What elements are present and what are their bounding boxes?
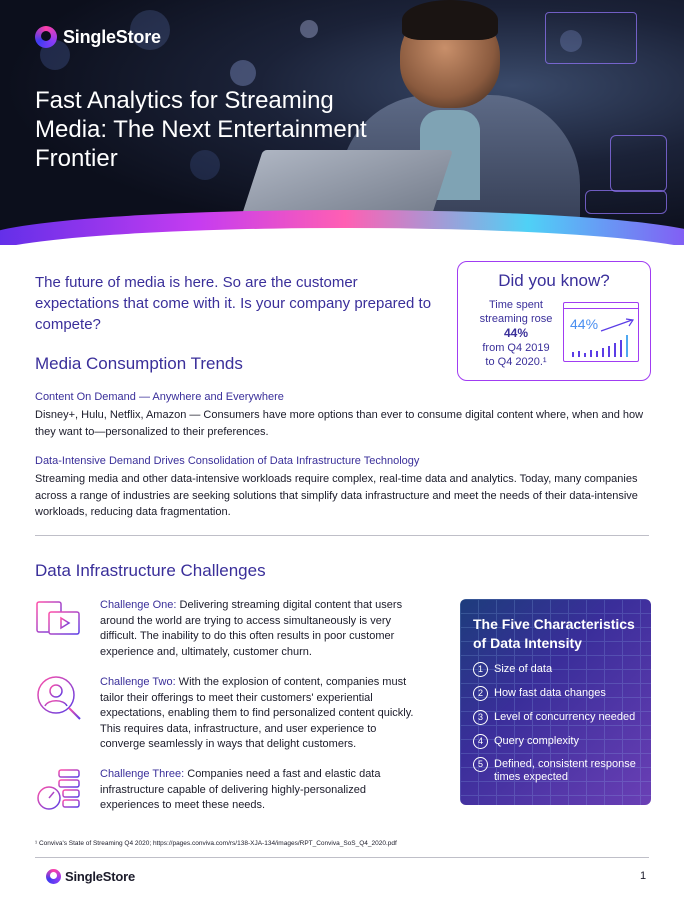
characteristic-item: 5 Defined, consistent response times expected [473, 758, 645, 784]
challenges-heading: Data Infrastructure Challenges [35, 561, 266, 580]
challenge-two-lead: Challenge Two: [100, 676, 176, 688]
footnote: ¹ Conviva's State of Streaming Q4 2020; https://pages.conviva.com/rs/138-XJA-134/images/RPT_Conviva_SoS_Q4_2020.pdf [35, 840, 397, 847]
number-circle-icon: 1 [473, 662, 488, 677]
laptop-outline-icon [585, 190, 667, 214]
characteristic-item: 2 How fast data changes [473, 687, 645, 701]
footer-brand-name: SingleStore [65, 869, 136, 884]
speed-gauge-icon [35, 766, 83, 814]
characteristic-item: 4 Query complexity [473, 735, 645, 749]
five-characteristics-title: The Five Characteristics of Data Intensity [473, 616, 635, 651]
did-you-know-box [457, 261, 651, 381]
trends-heading: Media Consumption Trends [35, 354, 243, 373]
trend-subhead-2: Data-Intensive Demand Drives Consolidation of Data Infrastructure Technology [35, 455, 420, 467]
characteristic-item: 3 Level of concurrency needed [473, 711, 645, 725]
trend-text-1: Disney+, Hulu, Netflix, Amazon — Consumers have more options than ever to consume digital content where, when and how they want to—personalized to their preferences. [35, 409, 644, 438]
user-search-icon [35, 674, 83, 722]
footer-brand-logo [46, 869, 135, 884]
did-you-know-title: Did you know? [498, 271, 610, 290]
intro-text: The future of media is here. So are the customer expectations that come with it. Is your company prepared to compete? [35, 274, 432, 333]
singlestore-logo-icon [35, 26, 57, 48]
brand-logo [35, 26, 161, 48]
challenge-two: Challenge Two: With the explosion of content, companies must tailor their offerings to meet their customers' experiential expectations, enabling them to find personalized content quickly. This requires data, infrastructure, and user experience to converge seamlessly in ways that delight customers. [100, 676, 414, 750]
challenge-one-lead: Challenge One: [100, 599, 177, 611]
page-number: 1 [640, 870, 647, 882]
number-circle-icon: 5 [473, 757, 488, 772]
challenge-one: Challenge One: Delivering streaming digital content that users around the world are trying to access simultaneously is very difficult. The inability to do this often results in poor customer experience and, ultimately, customer churn. [100, 599, 403, 658]
singlestore-logo-icon [46, 869, 61, 884]
streaming-devices-icon [35, 598, 83, 646]
browser-window-icon [545, 12, 637, 64]
five-characteristics-panel [460, 599, 651, 805]
trend-subhead-1: Content On Demand — Anywhere and Everywhere [35, 391, 284, 403]
page-title: Fast Analytics for Streaming Media: The Next Entertainment Frontier [35, 87, 367, 172]
trend-text-2: Streaming media and other data-intensive workloads require complex, real-time data and analytics. Today, many companies across a range of industries are seeking solutions that simplify data infrastructure and meet the needs of their data-intensive workloads, reducing data fragmentation. [35, 473, 638, 518]
dashboard-icon [610, 135, 667, 192]
section-divider [35, 535, 649, 536]
challenge-three-lead: Challenge Three: [100, 768, 185, 780]
did-you-know-text: Time spent streaming rose 44% from Q4 2019 to Q4 2020.¹ [479, 299, 553, 368]
challenge-three: Challenge Three: Companies need a fast and elastic data infrastructure capable of delivering highly-personalized experiences to meet these needs. [100, 768, 381, 811]
characteristic-item: 1 Size of data [473, 663, 645, 677]
footer-divider [35, 857, 649, 858]
growth-chart-icon [563, 302, 639, 362]
number-circle-icon: 2 [473, 686, 488, 701]
number-circle-icon: 3 [473, 710, 488, 725]
growth-chart-label: 44% [570, 316, 599, 332]
trend-arrow-icon [599, 317, 635, 333]
number-circle-icon: 4 [473, 734, 488, 749]
did-you-know-stat: 44% [503, 326, 529, 340]
brand-name: SingleStore [63, 26, 161, 47]
